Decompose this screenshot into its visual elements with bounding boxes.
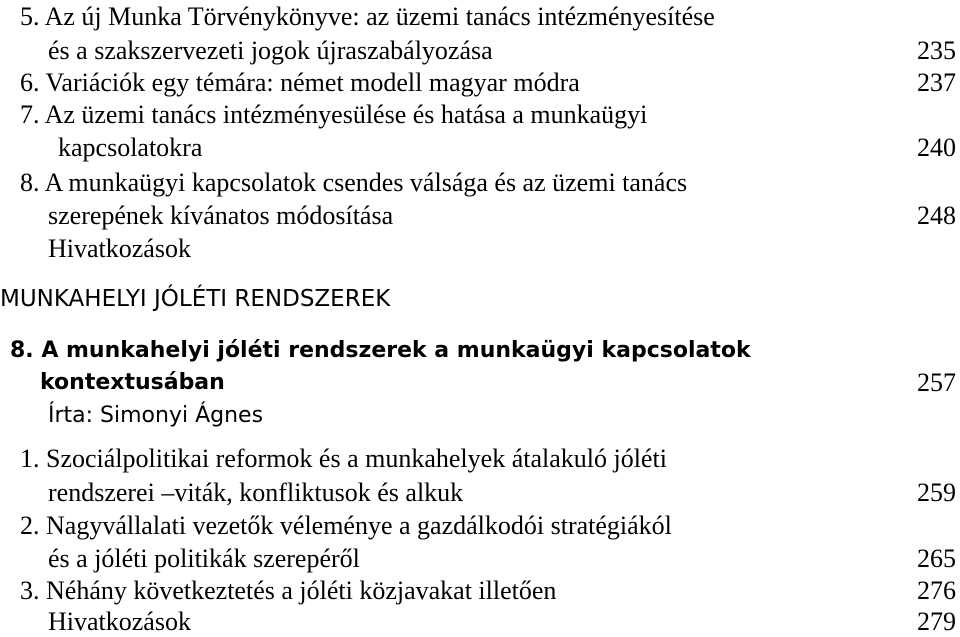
section-heading: MUNKAHELYI JÓLÉTI RENDSZEREK [0, 286, 391, 312]
chapter-8-page: 257 [917, 368, 956, 397]
toc-entry-6-line1: 6. Variációk egy témára: német modell magyar módra [20, 68, 580, 97]
toc-entry-8-line2: szerepének kívánatos módosítása [48, 201, 394, 230]
subsection-2-page: 265 [917, 544, 956, 573]
subsection-3-page: 276 [917, 576, 956, 605]
toc-entry-7-page: 240 [917, 133, 956, 162]
toc-references-2-page: 279 [917, 607, 956, 636]
toc-entry-6-page: 237 [917, 68, 956, 97]
toc-entry-8-page: 248 [917, 201, 956, 230]
chapter-8-line1: 8. A munkahelyi jóléti rendszerek a munkaügyi kapcsolatok [10, 338, 751, 363]
subsection-1-line1: 1. Szociálpolitikai reformok és a munkahelyek átalakuló jóléti [20, 444, 667, 473]
toc-entry-8-line1: 8. A munkaügyi kapcsolatok csendes válsága és az üzemi tanács [20, 168, 688, 197]
subsection-1-page: 259 [917, 478, 956, 507]
toc-entry-5-line2: és a szakszervezeti jogok újraszabályozása [48, 36, 493, 65]
subsection-2-line1: 2. Nagyvállalati vezetők véleménye a gazdálkodói stratégiákól [20, 511, 672, 540]
toc-entry-7-line2: kapcsolatokra [58, 133, 203, 162]
chapter-8-line2: kontextusában [40, 370, 225, 395]
chapter-author: Írta: Simonyi Ágnes [48, 403, 264, 428]
toc-entry-5-line1: 5. Az új Munka Törvénykönyve: az üzemi tanács intézményesítése [20, 2, 715, 31]
toc-entry-5-page: 235 [917, 36, 956, 65]
subsection-3-line1: 3. Néhány következtetés a jóléti közjavakat illetően [20, 576, 557, 605]
subsection-1-line2: rendszerei –viták, konfliktusok és alkuk [48, 478, 464, 507]
subsection-2-line2: és a jóléti politikák szerepéről [48, 544, 360, 573]
toc-entry-7-line1: 7. Az üzemi tanács intézményesülése és hatása a munkaügyi [20, 100, 648, 129]
toc-references-2: Hivatkozások [48, 607, 191, 636]
toc-references-1: Hivatkozások [48, 234, 191, 263]
